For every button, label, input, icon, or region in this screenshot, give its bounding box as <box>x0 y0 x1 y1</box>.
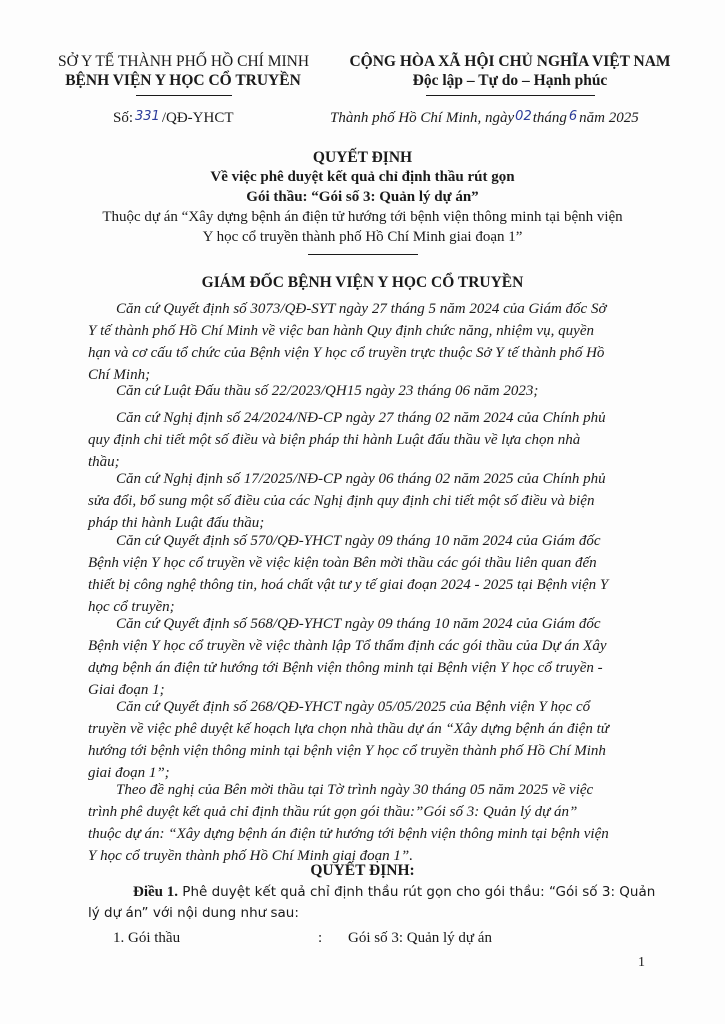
date-month-label: tháng <box>532 110 567 126</box>
title-project-line1: Thuộc dự án “Xây dựng bệnh án điện tử hướng tới bệnh viện thông minh tại bệnh viện <box>102 209 623 225</box>
page-number: 1 <box>638 955 645 970</box>
citation-paragraph <box>88 779 663 867</box>
article-1-line2: lý dự án” với nội dung như sau: <box>88 905 299 921</box>
citation-line: Theo đề nghị của Bên mời thầu tại Tờ trình ngày 30 tháng 05 năm 2025 về việc <box>116 782 594 798</box>
citation-line: Căn cứ Quyết định số 268/QĐ-YHCT ngày 05/05/2025 của Bệnh viện Y học cổ <box>116 699 591 715</box>
citation-paragraph <box>116 380 663 402</box>
article-1-label: Điều 1. <box>133 884 178 900</box>
number-prefix: Số: <box>113 110 134 126</box>
citation-line: quy định chi tiết một số điều và biện pháp thi hành Luật đấu thầu về lựa chọn nhà <box>88 432 581 448</box>
citation-line: Căn cứ Nghị định số 24/2024/NĐ-CP ngày 27 tháng 02 năm 2024 của Chính phủ <box>116 410 606 426</box>
issuing-authority: GIÁM ĐỐC BỆNH VIỆN Y HỌC CỔ TRUYỀN <box>201 274 524 291</box>
title-underline <box>308 254 418 255</box>
ministry-name: SỞ Y TẾ THÀNH PHỐ HỒ CHÍ MINH <box>58 53 310 70</box>
document-number <box>113 110 234 127</box>
citation-line: hạn và cơ cấu tổ chức của Bệnh viện Y học cổ truyền trực thuộc Sở Y tế thành phố Hồ <box>88 345 605 361</box>
citation-line: hướng tới bệnh viện thông minh tại bệnh viện Y học cổ truyền thành phố Hồ Chí Minh <box>88 743 606 759</box>
right-header-underline <box>426 95 595 96</box>
date-place: Thành phố Hồ Chí Minh, ngày <box>330 110 515 126</box>
citation-paragraph <box>88 696 663 784</box>
handwritten-month: 6 <box>568 109 578 124</box>
citation-paragraph <box>88 530 663 618</box>
citation-line: sửa đổi, bổ sung một số điều của các Nghị định quy định chi tiết một số điều và biện <box>88 493 595 509</box>
title-project-line2: Y học cổ truyền thành phố Hồ Chí Minh giai đoạn 1” <box>202 229 523 245</box>
citation-line: Y tế thành phố Hồ Chí Minh về việc ban hành Quy định chức năng, nhiệm vụ, quyền <box>88 323 594 339</box>
citation-line: thiết bị công nghệ thông tin, hoá chất vật tư y tế giai đoạn 2024 - 2025 tại Bệnh viện Y <box>88 577 609 593</box>
item-value: Gói số 3: Quản lý dự án <box>348 930 492 946</box>
place-and-date <box>330 110 639 127</box>
citation-line: dựng bệnh án điện tử hướng tới Bệnh viện thông minh tại Bệnh viện Y học cổ truyền - <box>88 660 603 676</box>
citation-line: trình phê duyệt kết quả chỉ định thầu rút gọn gói thầu:”Gói số 3: Quản lý dự án” <box>88 804 578 820</box>
citation-line: Căn cứ Nghị định số 17/2025/NĐ-CP ngày 06 tháng 02 năm 2025 của Chính phủ <box>116 471 606 487</box>
citation-line: thầu; <box>88 454 120 470</box>
item-label: 1. Gói thầu <box>113 930 181 946</box>
article-1-line1 <box>133 884 655 901</box>
number-suffix: /QĐ-YHCT <box>161 110 234 126</box>
handwritten-number: 331 <box>135 109 160 124</box>
citation-paragraph <box>88 613 663 701</box>
title-package: Gói thầu: “Gói số 3: Quản lý dự án” <box>246 189 479 205</box>
title-subject: Về việc phê duyệt kết quả chỉ định thầu rút gọn <box>210 169 515 185</box>
date-year: năm 2025 <box>579 110 639 126</box>
citation-line: học cổ truyền; <box>88 599 175 615</box>
citation-paragraph <box>88 468 663 534</box>
nation-motto: Độc lập – Tự do – Hạnh phúc <box>412 72 608 89</box>
citation-line: pháp thi hành Luật đấu thầu; <box>88 515 265 531</box>
citation-line: Căn cứ Quyết định số 570/QĐ-YHCT ngày 09 tháng 10 năm 2024 của Giám đốc <box>116 533 601 549</box>
citation-line: Bệnh viện Y học cổ truyền về việc thành lập Tổ thẩm định các gói thầu của Dự án Xây <box>88 638 607 654</box>
citation-line: Căn cứ Quyết định số 568/QĐ-YHCT ngày 09 tháng 10 năm 2024 của Giám đốc <box>116 616 601 632</box>
handwritten-day: 02 <box>515 109 532 124</box>
citation-line: truyền về việc phê duyệt kế hoạch lựa chọn nhà thầu dự án “Xây dựng bệnh án điện tử <box>88 721 609 737</box>
citation-line: Giai đoạn 1; <box>88 682 165 698</box>
citation-line: giai đoạn 1”; <box>88 765 170 781</box>
citation-line: Căn cứ Luật Đấu thầu số 22/2023/QH15 ngày 23 tháng 06 năm 2023; <box>116 383 539 399</box>
decision-heading: QUYẾT ĐỊNH: <box>310 862 415 879</box>
hospital-name: BỆNH VIỆN Y HỌC CỔ TRUYỀN <box>65 72 301 89</box>
item-separator: : <box>318 930 323 946</box>
citation-line: Y học cổ truyền thành phố Hồ Chí Minh giai đoạn 1”. <box>88 848 413 864</box>
citation-line: Bệnh viện Y học cổ truyền về việc kiện toàn Bên mời thầu các gói thầu liên quan đến <box>88 555 597 571</box>
citation-line: Căn cứ Quyết định số 3073/QĐ-SYT ngày 27 tháng 5 năm 2024 của Giám đốc Sở <box>116 301 607 317</box>
citation-line: thuộc dự án: “Xây dựng bệnh án điện tử hướng tới bệnh viện thông minh tại bệnh viện <box>88 826 609 842</box>
citation-paragraph <box>88 298 663 386</box>
citation-line: Chí Minh; <box>88 367 151 383</box>
article-1-text: Phê duyệt kết quả chỉ định thầu rút gọn cho gói thầu: “Gói số 3: Quản <box>182 884 656 900</box>
left-header-underline <box>136 95 232 96</box>
nation-name: CỘNG HÒA XÃ HỘI CHỦ NGHĨA VIỆT NAM <box>349 53 671 70</box>
document-title: QUYẾT ĐỊNH <box>312 149 413 166</box>
citation-paragraph <box>88 407 663 473</box>
